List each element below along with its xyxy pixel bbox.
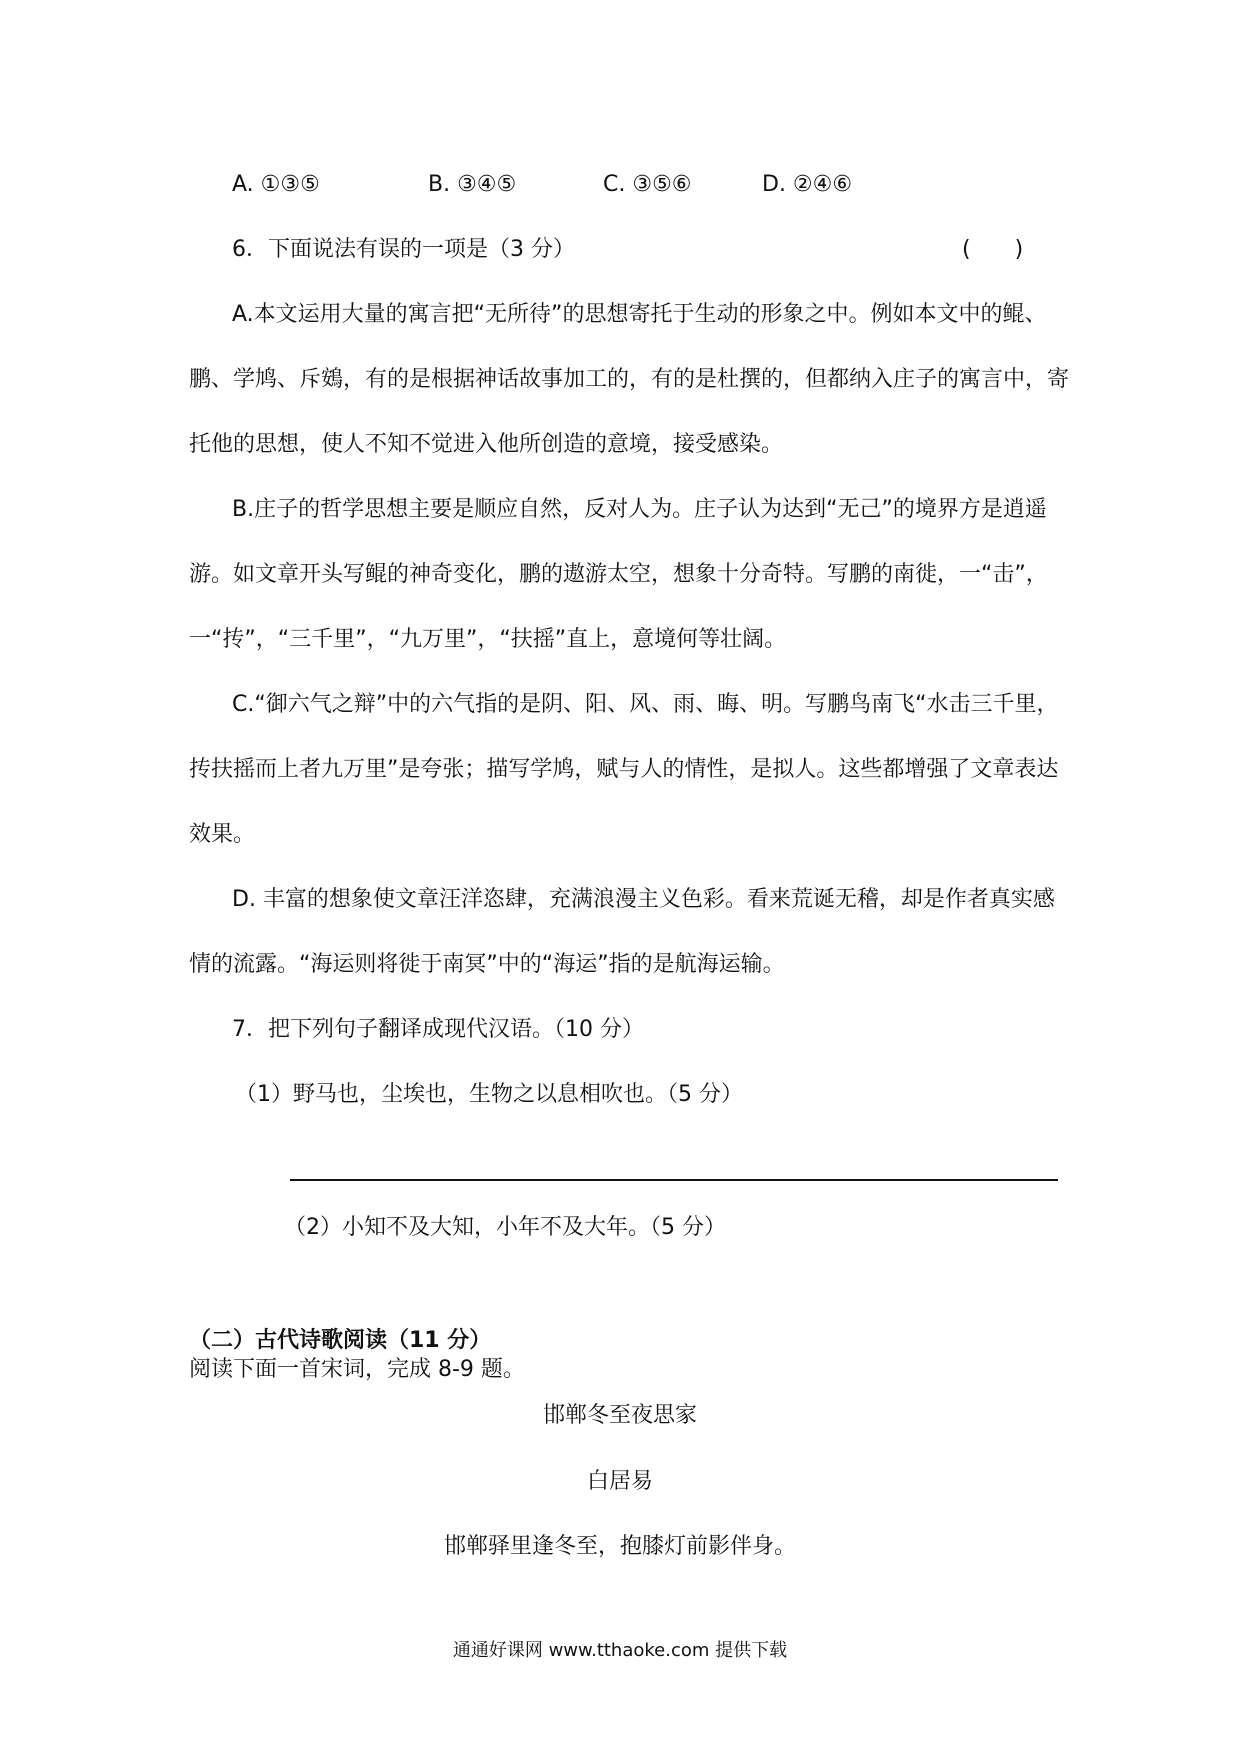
q7-sentence-1: （1）野马也，尘埃也，生物之以息相吹也。（5 分） [235, 1082, 743, 1107]
poem-author: 白居易 [586, 1469, 653, 1494]
page-footer: 通通好课网 www.tthaoke.com 提供下载 [452, 1640, 788, 1661]
q7-stem: 7．把下列句子翻译成现代汉语。（10 分） [232, 1017, 644, 1042]
poem-line-1: 邯郸驿里逢冬至，抱膝灯前影伴身。 [443, 1534, 796, 1559]
q6-option-c-line1: C.“御六气之辩”中的六气指的是阴、阳、风、雨、晦、明。写鹏鸟南飞“水击三千里， [232, 692, 1059, 717]
q5-option-a: A. ①③⑤ [232, 172, 320, 197]
q6-option-b-line1: B.庄子的哲学思想主要是顺应自然，反对人为。庄子认为达到“无己”的境界方是逍遥 [232, 497, 1047, 522]
q6-answer-paren: ( ) [962, 237, 1024, 262]
q6-stem: 6．下面说法有误的一项是（3 分） [232, 237, 575, 262]
q5-option-b: B. ③④⑤ [428, 172, 517, 197]
q6-option-c-line2: 抟扶摇而上者九万里”是夸张；描写学鸠，赋与人的情性，是拟人。这些都增强了文章表达 [189, 757, 1059, 782]
q7-sentence-2: （2）小知不及大知，小年不及大年。（5 分） [284, 1215, 726, 1240]
q6-option-d-line1: D. 丰富的想象使文章汪洋恣肆，充满浪漫主义色彩。看来荒诞无稽，却是作者真实感 [232, 887, 1055, 912]
section-heading: （二）古代诗歌阅读（11 分） [189, 1328, 492, 1353]
poem-title: 邯郸冬至夜思家 [542, 1403, 697, 1428]
q6-option-b-line3: 一“抟”，“三千里”，“九万里”，“扶摇”直上，意境何等壮阔。 [189, 627, 787, 652]
q5-option-d: D. ②④⑥ [762, 172, 853, 197]
section-instruction: 阅读下面一首宋词，完成 8-9 题。 [189, 1357, 525, 1382]
q6-option-d-line2: 情的流露。“海运则将徙于南冥”中的“海运”指的是航海运输。 [189, 952, 785, 977]
q5-option-c: C. ③⑤⑥ [603, 172, 692, 197]
q6-option-a-line1: A.本文运用大量的寓言把“无所待”的思想寄托于生动的形象之中。例如本文中的鲲、 [232, 302, 1047, 327]
q6-option-b-line2: 游。如文章开头写鲲的神奇变化，鹏的遨游太空，想象十分奇特。写鹏的南徙，一“击”， [189, 562, 1048, 587]
answer-line [290, 1179, 1058, 1181]
q6-option-c-line3: 效果。 [189, 822, 256, 847]
q6-option-a-line2: 鹏、学鸠、斥鴳，有的是根据神话故事加工的，有的是杜撰的，但都纳入庄子的寓言中，寄 [189, 367, 1070, 392]
q6-option-a-line3: 托他的思想，使人不知不觉进入他所创造的意境，接受感染。 [189, 432, 784, 457]
